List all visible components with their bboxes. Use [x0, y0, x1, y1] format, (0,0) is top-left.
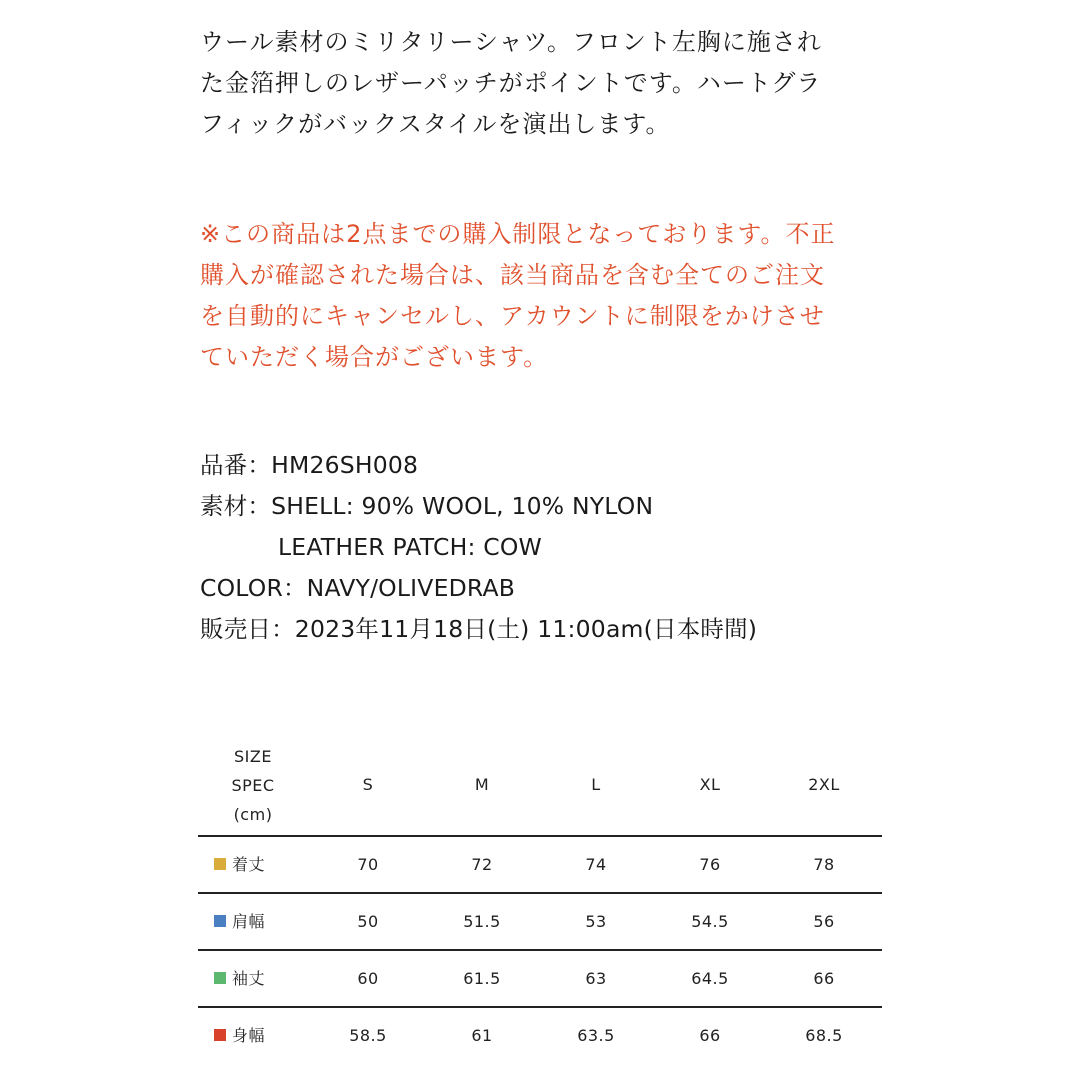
row-label — [214, 1026, 265, 1046]
table-cell: 72 — [471, 855, 493, 874]
notice-line: ※この商品は2点までの購入制限となっております。不正 — [200, 220, 836, 248]
table-row — [198, 951, 882, 1008]
notice-line: ていただく場合がございます。 — [200, 343, 549, 371]
color-swatch-icon — [214, 1029, 226, 1041]
table-cell: 68.5 — [805, 1026, 843, 1045]
table-cell: 56 — [813, 912, 835, 931]
color-swatch-icon — [214, 858, 226, 870]
table-cell: 70 — [357, 855, 379, 874]
description-line: ウール素材のミリタリーシャツ。フロント左胸に施され — [200, 28, 822, 56]
table-cell: 76 — [699, 855, 721, 874]
product-description — [200, 22, 900, 145]
description-line: フィックがバックスタイルを演出します。 — [200, 110, 671, 138]
column-header-l: L — [591, 775, 601, 794]
size-spec-table — [198, 742, 882, 1063]
table-cell: 54.5 — [691, 912, 729, 931]
purchase-limit-notice — [200, 214, 900, 378]
table-cell: 50 — [357, 912, 379, 931]
table-cell: 63.5 — [577, 1026, 615, 1045]
product-details — [200, 445, 900, 650]
notice-line: 購入が確認された場合は、該当商品を含む全てのご注文 — [200, 261, 825, 289]
notice-line: を自動的にキャンセルし、アカウントに制限をかけさせ — [200, 302, 825, 330]
row-label — [214, 969, 265, 989]
column-header-2xl: 2XL — [808, 775, 840, 794]
table-cell: 60 — [357, 969, 379, 988]
table-cell: 66 — [813, 969, 835, 988]
product-color: COLOR：NAVY/OLIVEDRAB — [200, 574, 516, 602]
header-label-line: SIZE — [234, 747, 272, 766]
size-spec-label — [231, 742, 275, 829]
table-row — [198, 837, 882, 894]
table-cell: 64.5 — [691, 969, 729, 988]
table-cell: 78 — [813, 855, 835, 874]
row-label — [214, 912, 265, 932]
column-header-s: S — [362, 775, 374, 794]
release-date: 販売日：2023年11月18日(土) 11:00am(日本時間) — [200, 615, 758, 643]
row-label-text: 袖丈 — [232, 969, 266, 988]
table-cell: 51.5 — [463, 912, 501, 931]
row-label-text: 身幅 — [232, 1026, 266, 1045]
table-cell: 61 — [471, 1026, 493, 1045]
item-number: 品番：HM26SH008 — [200, 451, 419, 479]
table-header — [198, 742, 882, 837]
color-swatch-icon — [214, 915, 226, 927]
row-label-text: 着丈 — [232, 855, 266, 874]
description-line: た金箔押しのレザーパッチがポイントです。ハートグラ — [200, 69, 822, 97]
column-header-m: M — [474, 775, 490, 794]
column-header-xl: XL — [699, 775, 721, 794]
table-cell: 61.5 — [463, 969, 501, 988]
table-cell: 63 — [585, 969, 607, 988]
material: 素材：SHELL: 90% WOOL, 10% NYLON — [200, 492, 654, 520]
table-cell: 53 — [585, 912, 607, 931]
table-cell: 58.5 — [349, 1026, 387, 1045]
row-label — [214, 855, 265, 875]
header-label-line: (cm) — [233, 805, 273, 824]
table-row — [198, 894, 882, 951]
table-cell: 74 — [585, 855, 607, 874]
row-label-text: 肩幅 — [232, 912, 266, 931]
color-swatch-icon — [214, 972, 226, 984]
table-cell: 66 — [699, 1026, 721, 1045]
table-row — [198, 1008, 882, 1063]
material-leather-patch: LEATHER PATCH: COW — [278, 533, 542, 561]
header-label-line: SPEC — [231, 776, 275, 795]
